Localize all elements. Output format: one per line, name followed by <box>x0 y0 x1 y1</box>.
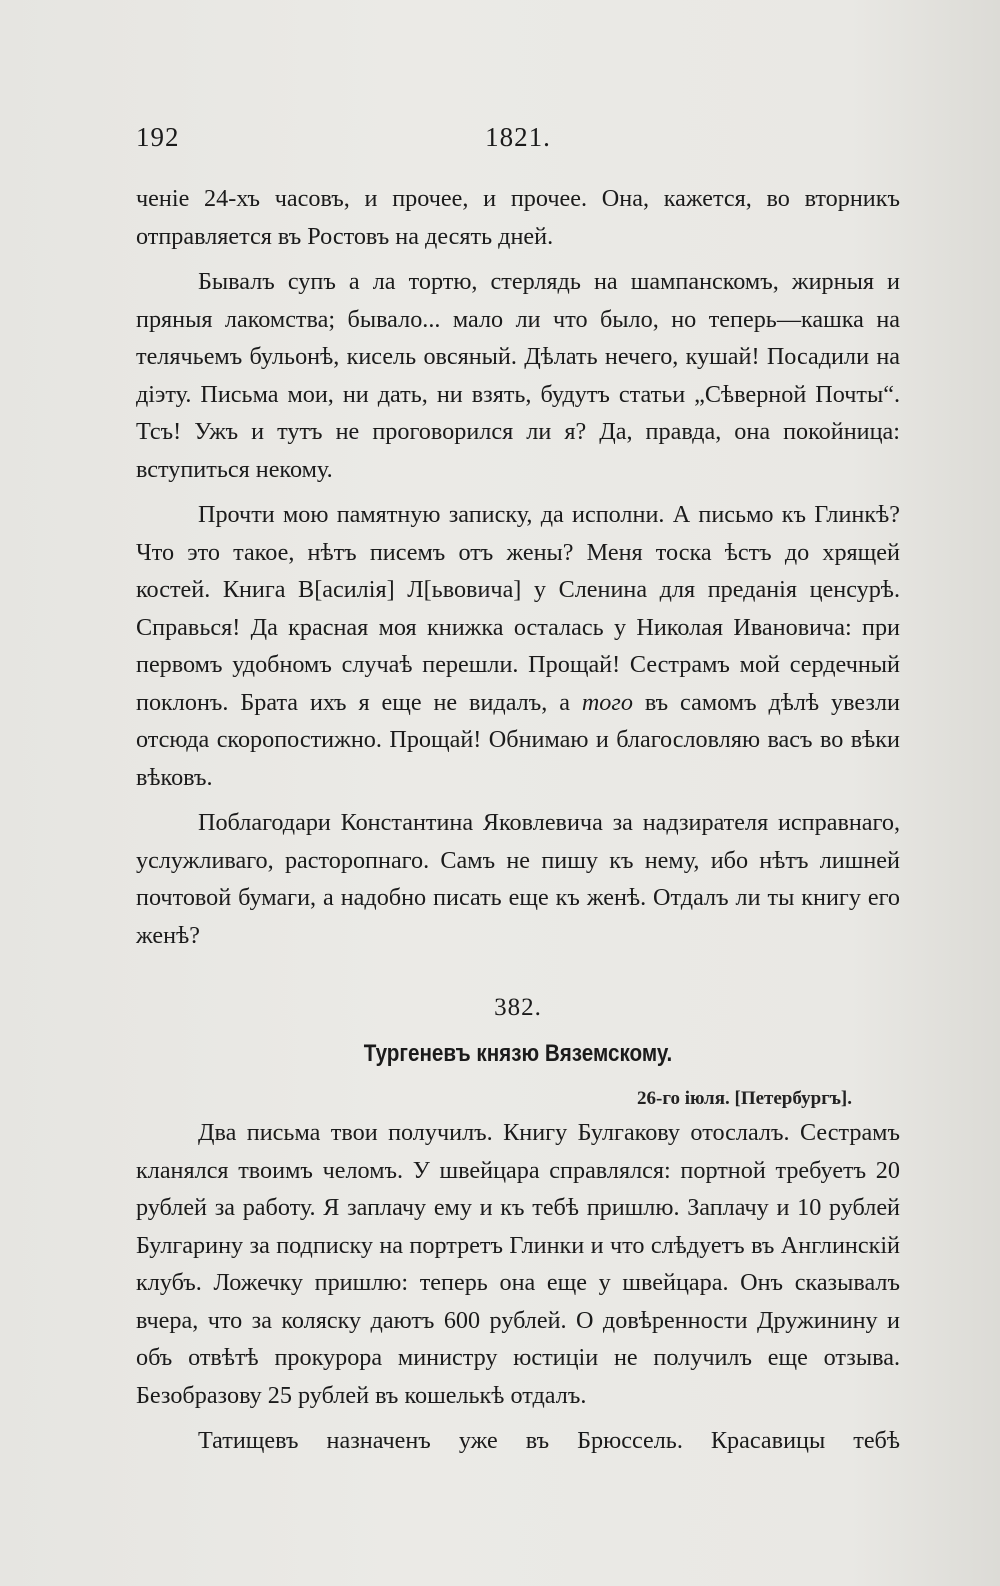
page-number: 192 <box>136 122 180 152</box>
letter-paragraph-two: Татищевъ назначенъ уже въ Брюссель. Красавицы тебѣ <box>198 1427 900 1454</box>
letter-paragraph-one: Два письма твои получилъ. Книгу Булгакову отослалъ. Сестрамъ кланялся твоимъ челомъ. У швейцара справлялся: портной требуетъ 20 рублей за работу. Я заплачу ему и къ тебѣ пришлю. Заплачу и 10 рублей Булгарину за подписку на портретъ Глинки и что слѣдуетъ въ Англинскій клубъ. Ложечку пришлю: теперь она еще у швейцара. Онъ сказывалъ вчера, что за коляску даютъ 600 рублей. О довѣренности Дружинину и объ отвѣтѣ прокурора министру юстиціи не получилъ еще отзыва. Безобразову 25 рублей въ кошелькѣ отдалъ. <box>136 1119 900 1409</box>
letter-date: 26-го іюля. [Петербургъ]. <box>637 1088 852 1109</box>
running-head <box>136 122 900 162</box>
letter-number: 382. <box>494 994 542 1021</box>
body-text <box>136 180 900 1460</box>
letter-heading: Тургеневъ князю Вяземскому. <box>363 1040 673 1067</box>
paragraph-memo <box>136 496 900 796</box>
paragraph-soup: Бывалъ супъ а ла тортю, стерлядь на шампанскомъ, жирныя и пряныя лакомства; бывало... мало ли что было, но теперь—кашка на телячьемъ бульонѣ, кисель овсяный. Дѣлать нечего, кушай! Посадили на діэту. Письма мои, ни дать, ни взять, будутъ статьи „Сѣверной Почты“. Тсъ! Ужъ и тутъ не проговорился ли я? Да, правда, она покойница: вступиться некому. <box>136 268 900 483</box>
paragraph-memo-part2: въ самомъ дѣлѣ увезли отсюда скоропостижно. Прощай! Обнимаю и благословляю васъ во вѣки вѣковъ. <box>136 688 900 791</box>
running-head-year: 1821. <box>485 122 551 152</box>
paragraph-memo-part1: Прочти мою памятную записку, да исполни. А письмо къ Глинкѣ? Что это такое, нѣтъ писемъ отъ жены? Меня тоска ѣстъ до хрящей костей. Книга В[асилія] Л[ьвовича] у Сленина для преданія ценсурѣ. Справься! Да красная моя книжка осталась у Николая Ивановича: при первомъ удобномъ случаѣ перешли. Прощай! Сестрамъ мой сердечный поклонъ. Брата ихъ я еще не видалъ, а <box>136 501 900 716</box>
paragraph-thanks: Поблагодари Константина Яковлевича за надзирателя исправнаго, услужливаго, расторопнаго. Самъ не пишу къ нему, ибо нѣтъ лишней почтовой бумаги, а надобно писать еще къ женѣ. Отдалъ ли ты книгу его женѣ? <box>136 809 900 949</box>
paragraph-continuation: ченіе 24-хъ часовъ, и прочее, и прочее. Она, кажется, во вторникъ отправляется въ Ростовъ на десять дней. <box>136 185 900 250</box>
italic-word: того <box>581 688 633 716</box>
